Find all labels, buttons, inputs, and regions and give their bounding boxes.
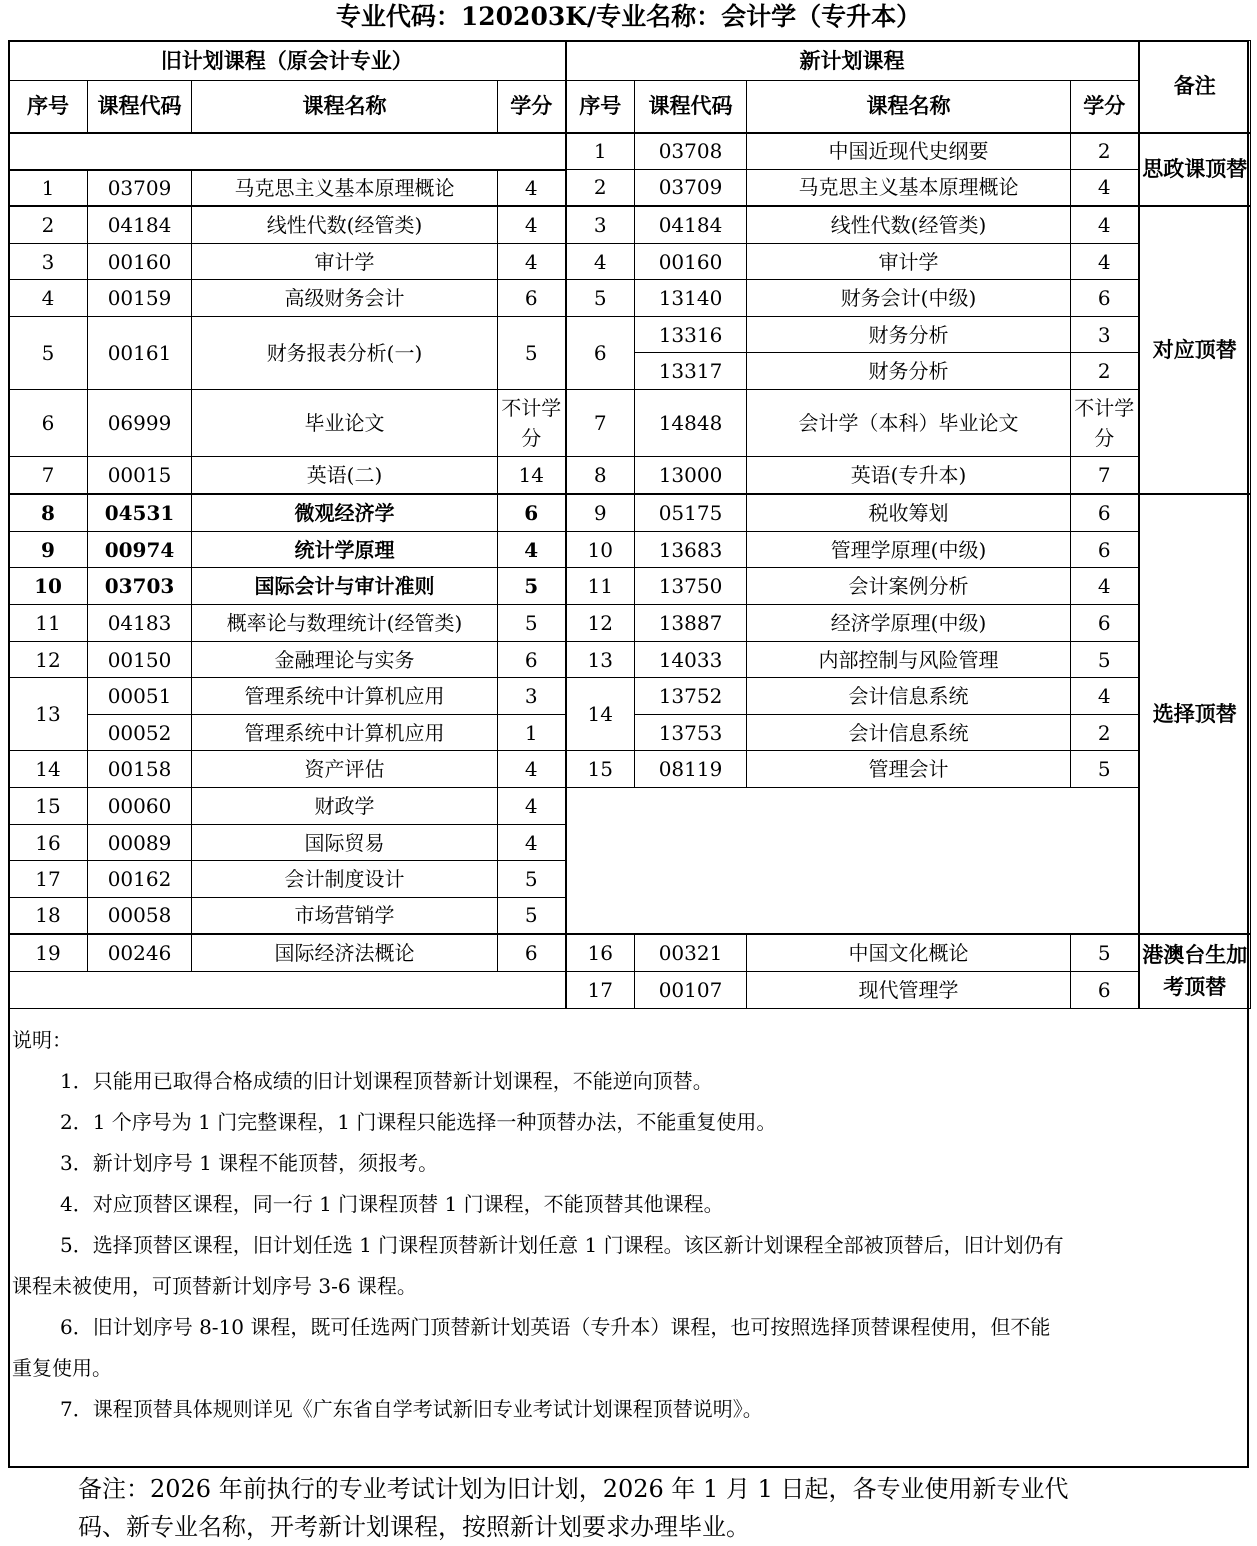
new-name: 英语(专升本) bbox=[747, 457, 1071, 494]
old-code-header: 课程代码 bbox=[88, 81, 192, 133]
old-empty-cell bbox=[9, 972, 566, 1009]
new-credit-header: 学分 bbox=[1071, 81, 1139, 133]
old-code: 00162 bbox=[88, 861, 192, 898]
old-credit: 4 bbox=[498, 244, 566, 280]
new-empty-cell bbox=[566, 788, 1139, 934]
new-code: 13753 bbox=[635, 715, 747, 751]
new-seq: 9 bbox=[566, 494, 635, 532]
old-code: 00158 bbox=[88, 751, 192, 788]
old-credit: 6 bbox=[498, 934, 566, 972]
new-name: 现代管理学 bbox=[747, 972, 1071, 1009]
new-credit: 6 bbox=[1071, 280, 1139, 317]
new-credit: 7 bbox=[1071, 457, 1139, 494]
old-name: 统计学原理 bbox=[192, 532, 498, 568]
old-seq: 10 bbox=[9, 568, 88, 605]
old-name: 微观经济学 bbox=[192, 494, 498, 532]
new-seq: 4 bbox=[566, 244, 635, 280]
new-seq: 7 bbox=[566, 390, 635, 457]
old-seq-header: 序号 bbox=[9, 81, 88, 133]
old-code: 04184 bbox=[88, 206, 192, 244]
page-title: 专业代码：120203K/专业名称：会计学（专升本） bbox=[335, 2, 922, 31]
old-credit: 5 bbox=[498, 317, 566, 390]
new-seq: 12 bbox=[566, 605, 635, 642]
note-item: 1．只能用已取得合格成绩的旧计划课程顶替新计划课程，不能逆向顶替。 bbox=[60, 1069, 713, 1093]
notes-heading: 说明： bbox=[12, 1028, 72, 1052]
table-row bbox=[9, 751, 1251, 788]
new-credit: 3 bbox=[1071, 317, 1139, 353]
old-name: 高级财务会计 bbox=[192, 280, 498, 317]
remark-header: 备注 bbox=[1139, 41, 1251, 133]
new-credit: 4 bbox=[1071, 568, 1139, 605]
remark-corresponding: 对应顶替 bbox=[1139, 206, 1251, 494]
old-seq: 17 bbox=[9, 861, 88, 898]
new-credit: 不计学分 bbox=[1071, 390, 1139, 457]
new-name: 会计信息系统 bbox=[747, 715, 1071, 751]
table-row bbox=[9, 457, 1251, 494]
new-credit: 6 bbox=[1071, 972, 1139, 1009]
new-seq: 15 bbox=[566, 751, 635, 788]
new-credit: 6 bbox=[1071, 532, 1139, 568]
new-credit: 2 bbox=[1071, 353, 1139, 390]
new-code-header: 课程代码 bbox=[635, 81, 747, 133]
note-item: 3．新计划序号 1 课程不能顶替，须报考。 bbox=[60, 1151, 439, 1175]
old-credit: 4 bbox=[498, 788, 566, 825]
old-credit: 3 bbox=[498, 678, 566, 715]
footer-remark bbox=[78, 1470, 1228, 1546]
new-name: 财务分析 bbox=[747, 317, 1071, 353]
old-credit: 5 bbox=[498, 861, 566, 898]
note-item-continued: 重复使用。 bbox=[12, 1356, 112, 1380]
old-name: 管理系统中计算机应用 bbox=[192, 678, 498, 715]
new-name: 会计学（本科）毕业论文 bbox=[747, 390, 1071, 457]
old-seq: 9 bbox=[9, 532, 88, 568]
old-credit: 14 bbox=[498, 457, 566, 494]
note-item: 5．选择顶替区课程，旧计划任选 1 门课程顶替新计划任意 1 门课程。该区新计划课程全部被顶替后，旧计划仍有 bbox=[60, 1233, 1064, 1257]
old-name: 财务报表分析(一) bbox=[192, 317, 498, 390]
old-credit: 4 bbox=[498, 170, 566, 206]
old-name: 审计学 bbox=[192, 244, 498, 280]
old-name: 管理系统中计算机应用 bbox=[192, 715, 498, 751]
old-credit: 5 bbox=[498, 898, 566, 934]
notes-section bbox=[12, 1020, 1246, 1430]
new-code: 13887 bbox=[635, 605, 747, 642]
old-seq: 19 bbox=[9, 934, 88, 972]
old-name: 概率论与数理统计(经管类) bbox=[192, 605, 498, 642]
old-seq: 13 bbox=[9, 678, 88, 751]
old-seq: 12 bbox=[9, 642, 88, 678]
old-seq: 16 bbox=[9, 825, 88, 861]
new-credit: 2 bbox=[1071, 133, 1139, 170]
new-code: 00160 bbox=[635, 244, 747, 280]
old-code: 00058 bbox=[88, 898, 192, 934]
old-name: 会计制度设计 bbox=[192, 861, 498, 898]
old-code: 00246 bbox=[88, 934, 192, 972]
new-name: 财务分析 bbox=[747, 353, 1071, 390]
old-plan-header: 旧计划课程（原会计专业） bbox=[9, 41, 566, 81]
note-item: 7．课程顶替具体规则详见《广东省自学考试新旧专业考试计划课程顶替说明》。 bbox=[60, 1397, 763, 1421]
remark-selective: 选择顶替 bbox=[1139, 494, 1251, 934]
table-row bbox=[9, 972, 1251, 1009]
old-code: 00150 bbox=[88, 642, 192, 678]
old-seq: 6 bbox=[9, 390, 88, 457]
new-name: 税收筹划 bbox=[747, 494, 1071, 532]
table-row bbox=[9, 934, 1251, 972]
new-code: 13750 bbox=[635, 568, 747, 605]
new-code: 13752 bbox=[635, 678, 747, 715]
old-credit: 4 bbox=[498, 825, 566, 861]
old-credit: 不计学分 bbox=[498, 390, 566, 457]
new-seq: 5 bbox=[566, 280, 635, 317]
new-code: 13140 bbox=[635, 280, 747, 317]
old-credit: 6 bbox=[498, 642, 566, 678]
new-credit: 2 bbox=[1071, 715, 1139, 751]
remark-hmt: 港澳台生加考顶替 bbox=[1139, 934, 1251, 1009]
table-row bbox=[9, 170, 1251, 206]
new-seq: 6 bbox=[566, 317, 635, 390]
new-name-header: 课程名称 bbox=[747, 81, 1071, 133]
old-empty-cell bbox=[9, 133, 566, 170]
footer-line: 备注：2026 年前执行的专业考试计划为旧计划，2026 年 1 月 1 日起，各专业使用新专业代 bbox=[78, 1475, 1069, 1503]
table-row bbox=[9, 568, 1251, 605]
new-seq: 10 bbox=[566, 532, 635, 568]
new-seq: 11 bbox=[566, 568, 635, 605]
table-row bbox=[9, 390, 1251, 457]
new-name: 会计案例分析 bbox=[747, 568, 1071, 605]
old-name: 国际经济法概论 bbox=[192, 934, 498, 972]
old-credit: 4 bbox=[498, 751, 566, 788]
old-name: 线性代数(经管类) bbox=[192, 206, 498, 244]
new-credit: 5 bbox=[1071, 751, 1139, 788]
old-seq: 5 bbox=[9, 317, 88, 390]
new-seq: 1 bbox=[566, 133, 635, 170]
header-row-1 bbox=[9, 41, 1251, 81]
new-code: 14033 bbox=[635, 642, 747, 678]
new-seq: 14 bbox=[566, 678, 635, 751]
note-item: 4．对应顶替区课程，同一行 1 门课程顶替 1 门课程，不能顶替其他课程。 bbox=[60, 1192, 724, 1216]
table-row bbox=[9, 317, 1251, 353]
old-name: 市场营销学 bbox=[192, 898, 498, 934]
new-credit: 4 bbox=[1071, 170, 1139, 206]
old-code: 00052 bbox=[88, 715, 192, 751]
new-name: 管理会计 bbox=[747, 751, 1071, 788]
new-name: 经济学原理(中级) bbox=[747, 605, 1071, 642]
new-code: 14848 bbox=[635, 390, 747, 457]
old-seq: 11 bbox=[9, 605, 88, 642]
old-credit: 4 bbox=[498, 206, 566, 244]
old-name: 财政学 bbox=[192, 788, 498, 825]
old-name: 马克思主义基本原理概论 bbox=[192, 170, 498, 206]
new-name: 线性代数(经管类) bbox=[747, 206, 1071, 244]
old-credit: 6 bbox=[498, 280, 566, 317]
old-seq: 1 bbox=[9, 170, 88, 206]
new-credit: 6 bbox=[1071, 494, 1139, 532]
new-name: 会计信息系统 bbox=[747, 678, 1071, 715]
footer-line: 码、新专业名称，开考新计划课程，按照新计划要求办理毕业。 bbox=[78, 1513, 750, 1541]
new-name: 内部控制与风险管理 bbox=[747, 642, 1071, 678]
new-credit: 5 bbox=[1071, 642, 1139, 678]
old-credit: 4 bbox=[498, 532, 566, 568]
new-name: 财务会计(中级) bbox=[747, 280, 1071, 317]
new-seq: 13 bbox=[566, 642, 635, 678]
old-credit: 5 bbox=[498, 568, 566, 605]
new-code: 03708 bbox=[635, 133, 747, 170]
new-code: 08119 bbox=[635, 751, 747, 788]
table-row bbox=[9, 605, 1251, 642]
new-code: 05175 bbox=[635, 494, 747, 532]
old-seq: 3 bbox=[9, 244, 88, 280]
new-code: 03709 bbox=[635, 170, 747, 206]
old-credit: 5 bbox=[498, 605, 566, 642]
old-name: 金融理论与实务 bbox=[192, 642, 498, 678]
old-seq: 8 bbox=[9, 494, 88, 532]
old-code: 00051 bbox=[88, 678, 192, 715]
old-code: 00974 bbox=[88, 532, 192, 568]
table-row bbox=[9, 494, 1251, 532]
note-item: 2．1 个序号为 1 门完整课程，1 门课程只能选择一种顶替办法，不能重复使用。 bbox=[60, 1110, 777, 1134]
old-code: 03703 bbox=[88, 568, 192, 605]
new-name: 管理学原理(中级) bbox=[747, 532, 1071, 568]
table-row bbox=[9, 133, 1251, 170]
new-seq: 2 bbox=[566, 170, 635, 206]
new-code: 13000 bbox=[635, 457, 747, 494]
old-code: 00060 bbox=[88, 788, 192, 825]
old-seq: 18 bbox=[9, 898, 88, 934]
old-name-header: 课程名称 bbox=[192, 81, 498, 133]
new-name: 中国近现代史纲要 bbox=[747, 133, 1071, 170]
note-item-continued: 课程未被使用，可顶替新计划序号 3-6 课程。 bbox=[12, 1274, 417, 1298]
new-name: 马克思主义基本原理概论 bbox=[747, 170, 1071, 206]
new-credit: 6 bbox=[1071, 605, 1139, 642]
old-seq: 7 bbox=[9, 457, 88, 494]
table-row bbox=[9, 532, 1251, 568]
new-credit: 4 bbox=[1071, 206, 1139, 244]
table-row bbox=[9, 206, 1251, 244]
new-seq: 17 bbox=[566, 972, 635, 1009]
new-code: 00107 bbox=[635, 972, 747, 1009]
old-code: 04531 bbox=[88, 494, 192, 532]
old-code: 06999 bbox=[88, 390, 192, 457]
old-name: 毕业论文 bbox=[192, 390, 498, 457]
old-credit: 1 bbox=[498, 715, 566, 751]
course-replacement-table bbox=[8, 40, 1251, 1009]
table-row bbox=[9, 280, 1251, 317]
old-credit-header: 学分 bbox=[498, 81, 566, 133]
header-row-2 bbox=[9, 81, 1251, 133]
new-credit: 5 bbox=[1071, 934, 1139, 972]
new-credit: 4 bbox=[1071, 678, 1139, 715]
old-code: 00160 bbox=[88, 244, 192, 280]
new-code: 04184 bbox=[635, 206, 747, 244]
table-row bbox=[9, 678, 1251, 715]
new-code: 13317 bbox=[635, 353, 747, 390]
old-seq: 14 bbox=[9, 751, 88, 788]
old-name: 国际贸易 bbox=[192, 825, 498, 861]
old-seq: 4 bbox=[9, 280, 88, 317]
new-code: 13316 bbox=[635, 317, 747, 353]
old-name: 资产评估 bbox=[192, 751, 498, 788]
old-code: 04183 bbox=[88, 605, 192, 642]
new-plan-header: 新计划课程 bbox=[566, 41, 1139, 81]
old-code: 00161 bbox=[88, 317, 192, 390]
old-name: 国际会计与审计准则 bbox=[192, 568, 498, 605]
new-name: 中国文化概论 bbox=[747, 934, 1071, 972]
new-name: 审计学 bbox=[747, 244, 1071, 280]
old-seq: 2 bbox=[9, 206, 88, 244]
old-name: 英语(二) bbox=[192, 457, 498, 494]
old-code: 00159 bbox=[88, 280, 192, 317]
new-code: 00321 bbox=[635, 934, 747, 972]
old-code: 00089 bbox=[88, 825, 192, 861]
new-seq: 3 bbox=[566, 206, 635, 244]
new-code: 13683 bbox=[635, 532, 747, 568]
old-code: 00015 bbox=[88, 457, 192, 494]
new-seq: 8 bbox=[566, 457, 635, 494]
new-credit: 4 bbox=[1071, 244, 1139, 280]
table-row bbox=[9, 788, 1251, 825]
new-seq: 16 bbox=[566, 934, 635, 972]
old-seq: 15 bbox=[9, 788, 88, 825]
old-credit: 6 bbox=[498, 494, 566, 532]
remark-political: 思政课顶替 bbox=[1139, 133, 1251, 206]
note-item: 6．旧计划序号 8-10 课程，既可任选两门顶替新计划英语（专升本）课程，也可按照选择顶替课程使用，但不能 bbox=[60, 1315, 1051, 1339]
table-row bbox=[9, 244, 1251, 280]
old-code: 03709 bbox=[88, 170, 192, 206]
new-seq-header: 序号 bbox=[566, 81, 635, 133]
table-row bbox=[9, 642, 1251, 678]
